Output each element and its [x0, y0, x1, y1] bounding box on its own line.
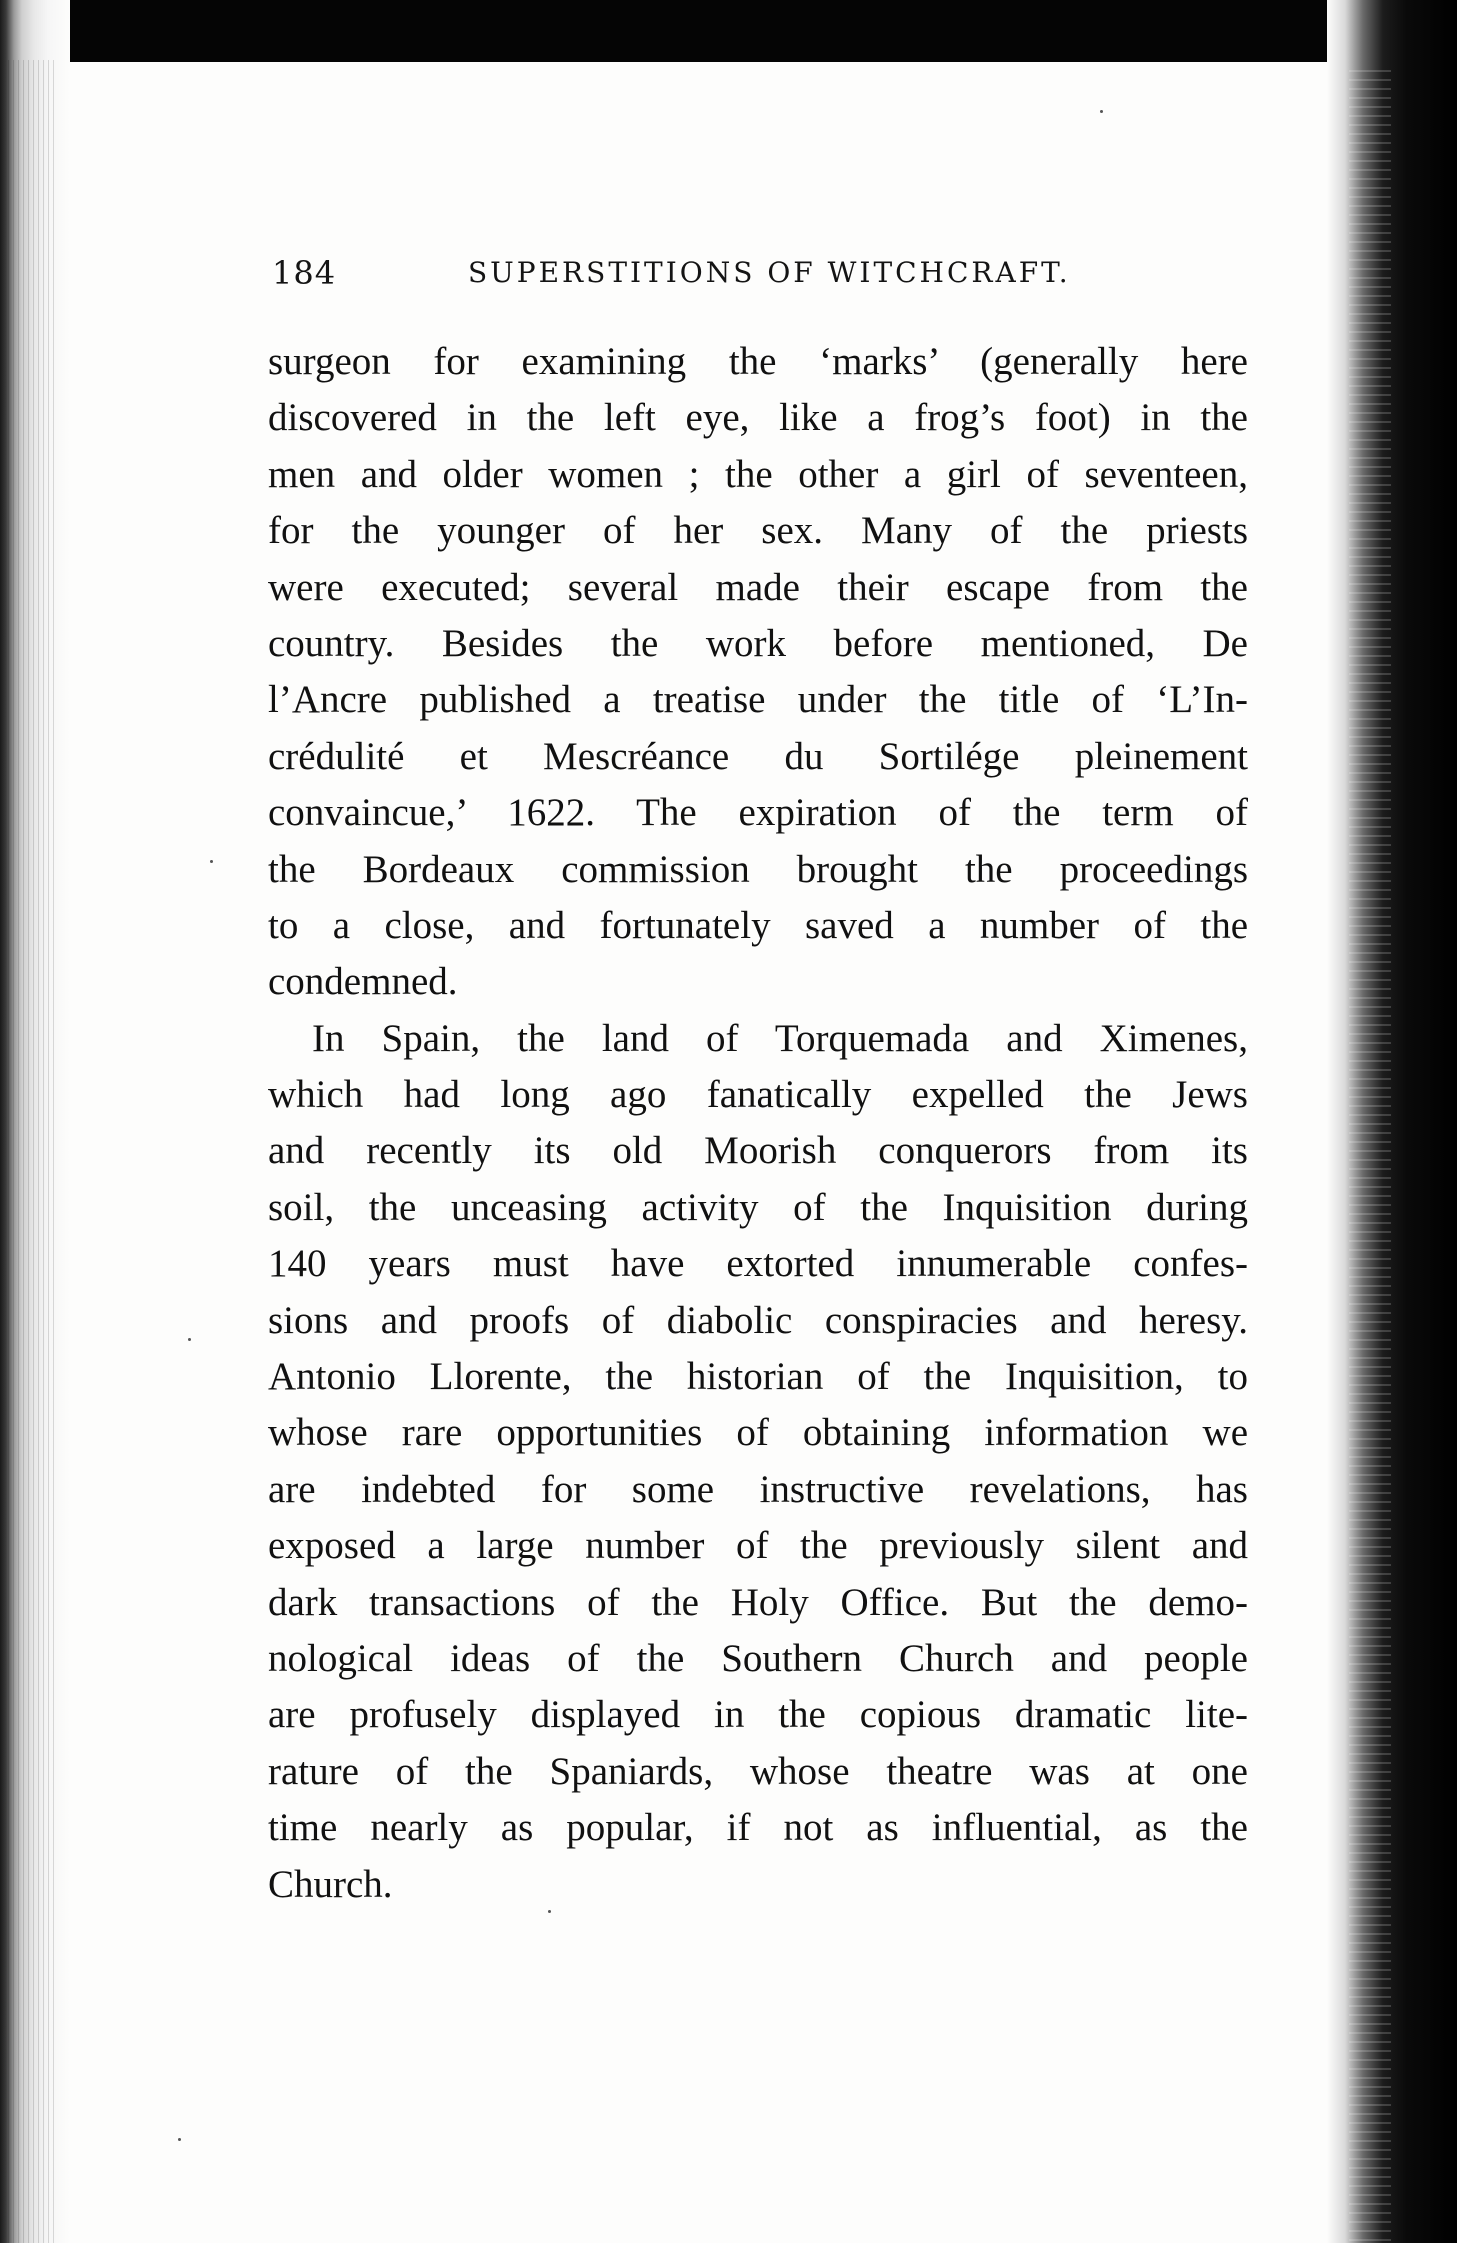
- text-line: crédulité et Mescréance du Sortilége pleinement: [268, 734, 1248, 778]
- text-line: dark transactions of the Holy Office. But the demo-: [268, 1580, 1248, 1624]
- text-line: are indebted for some instructive revelations, has: [268, 1467, 1248, 1511]
- text-line: soil, the unceasing activity of the Inquisition during: [268, 1185, 1248, 1229]
- text-line: Antonio Llorente, the historian of the Inquisition, to: [268, 1355, 1248, 1399]
- fore-edge-texture: [1349, 70, 1391, 2243]
- text-line: men and older women ; the other a girl of seventeen,: [268, 452, 1248, 496]
- paragraph: [268, 334, 1248, 1011]
- text-line: condemned.: [268, 960, 458, 1004]
- text-line: discovered in the left eye, like a frog’s foot) in the: [268, 396, 1248, 440]
- speck-mark: [1100, 110, 1103, 113]
- paragraph: [268, 1011, 1248, 1913]
- text-line: sions and proofs of diabolic conspiracies and heresy.: [268, 1298, 1248, 1342]
- text-line: for the younger of her sex. Many of the priests: [268, 509, 1248, 553]
- text-line: 140 years must have extorted innumerable confes-: [268, 1242, 1248, 1286]
- text-line: whose rare opportunities of obtaining information we: [268, 1411, 1248, 1455]
- text-line: to a close, and fortunately saved a number of the: [268, 903, 1248, 947]
- scan-top-edge: [0, 0, 1457, 62]
- page-content: [268, 240, 1248, 1913]
- text-line: exposed a large number of the previously silent and: [268, 1524, 1248, 1568]
- text-line: rature of the Spaniards, whose theatre was at one: [268, 1749, 1248, 1793]
- text-line: which had long ago fanatically expelled the Jews: [268, 1073, 1248, 1117]
- text-line: Church.: [268, 1862, 393, 1906]
- running-header: [268, 240, 1248, 300]
- text-line: and recently its old Moorish conquerors from its: [268, 1129, 1248, 1173]
- page-fore-edge: [1327, 0, 1457, 2243]
- body-text: [268, 334, 1248, 1913]
- text-line: nological ideas of the Southern Church and people: [268, 1636, 1248, 1680]
- speck-mark: [188, 1338, 191, 1341]
- text-line: the Bordeaux commission brought the proceedings: [268, 847, 1248, 891]
- running-title: SUPERSTITIONS OF WITCHCRAFT.: [468, 256, 1071, 289]
- page-number: 184: [272, 254, 337, 292]
- text-line: surgeon for examining the ‘marks’ (generally here: [268, 340, 1248, 383]
- text-line: In Spain, the land of Torquemada and Ximenes,: [312, 1016, 1248, 1060]
- speck-mark: [178, 2138, 181, 2141]
- text-line: country. Besides the work before mentioned, De: [268, 621, 1248, 665]
- binding-texture: [8, 60, 56, 2243]
- speck-mark: [210, 860, 213, 863]
- text-line: l’Ancre published a treatise under the title of ‘L’In-: [268, 678, 1248, 722]
- text-line: are profusely displayed in the copious dramatic lite-: [268, 1693, 1248, 1737]
- text-line: convaincue,’ 1622. The expiration of the term of: [268, 791, 1248, 835]
- text-line: were executed; several made their escape from the: [268, 565, 1248, 609]
- text-line: time nearly as popular, if not as influential, as the: [268, 1806, 1248, 1850]
